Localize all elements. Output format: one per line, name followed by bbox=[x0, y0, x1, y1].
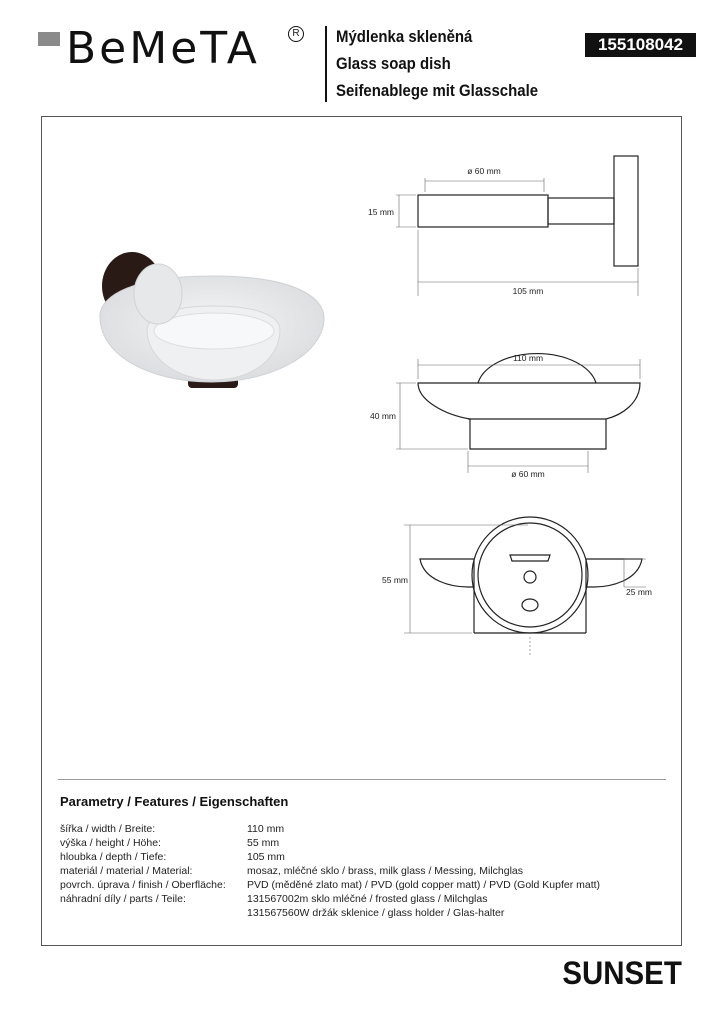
spec-label: náhradní díly / parts / Teile: bbox=[60, 893, 186, 905]
side-arm-outline bbox=[548, 198, 614, 224]
brand-logo bbox=[38, 24, 318, 74]
spec-label: materiál / material / Material: bbox=[60, 865, 193, 877]
spec-label: povrch. úprava / finish / Oberfläche: bbox=[60, 879, 226, 891]
side-wall-plate bbox=[614, 156, 638, 266]
parameters-divider bbox=[58, 779, 666, 780]
rear-screw-hole bbox=[524, 571, 536, 583]
side-length-label: 105 mm bbox=[512, 286, 544, 296]
logo-text: BeMeTA bbox=[66, 23, 260, 74]
spec-value: 110 mm bbox=[247, 823, 285, 835]
product-photo bbox=[92, 236, 332, 396]
spec-value: 105 mm bbox=[247, 851, 285, 863]
side-dia-label: ø 60 mm bbox=[467, 166, 501, 176]
title-cz: Mýdlenka skleněná bbox=[336, 27, 473, 46]
title-en: Glass soap dish bbox=[336, 54, 451, 73]
spec-label: výška / height / Höhe: bbox=[60, 837, 161, 849]
glass-holder-cap bbox=[134, 264, 182, 324]
series-name: SUNSET bbox=[562, 955, 682, 991]
spec-label: šířka / width / Breite: bbox=[60, 823, 156, 835]
side-dish-outline bbox=[418, 195, 548, 227]
front-dia-label: ø 60 mm bbox=[511, 469, 545, 479]
rear-right-wing bbox=[586, 559, 642, 587]
registered-mark-icon: R bbox=[288, 26, 304, 42]
spec-label: hloubka / depth / Tiefe: bbox=[60, 851, 167, 863]
rear-height-label: 55 mm bbox=[382, 575, 408, 585]
title-de: Seifenablege mit Glasschale bbox=[336, 81, 539, 100]
rear-side-label: 25 mm bbox=[626, 587, 652, 597]
rear-outer-circle bbox=[472, 517, 588, 633]
spec-value: 55 mm bbox=[247, 837, 280, 849]
rear-set-screw bbox=[522, 599, 538, 611]
drawing-side-view bbox=[360, 150, 660, 300]
front-height-label: 40 mm bbox=[370, 411, 396, 421]
front-width-label: 110 mm bbox=[512, 353, 544, 363]
spec-value: 131567560W držák sklenice / glass holder / Glas-halter bbox=[247, 907, 505, 919]
spec-value: 131567002m sklo mléčné / frosted glass / Milchglas bbox=[247, 893, 488, 905]
side-height-label: 15 mm bbox=[368, 207, 394, 217]
logo-mark-icon bbox=[38, 32, 60, 46]
spec-value: PVD (měděné zlato mat) / PVD (gold copper matt) / PVD (Gold Kupfer matt) bbox=[247, 879, 601, 891]
drawing-front-view bbox=[360, 345, 660, 485]
rear-left-wing bbox=[420, 559, 474, 587]
spec-value: mosaz, mléčné sklo / brass, milk glass / Messing, Milchglas bbox=[247, 865, 523, 877]
drawing-rear-view bbox=[360, 515, 660, 665]
product-code: 155108042 bbox=[585, 33, 696, 57]
front-dish-outline bbox=[418, 383, 640, 449]
parameters-heading: Parametry / Features / Eigenschaften bbox=[60, 794, 289, 809]
rear-mount-slot bbox=[510, 555, 550, 561]
title-divider bbox=[325, 26, 327, 102]
